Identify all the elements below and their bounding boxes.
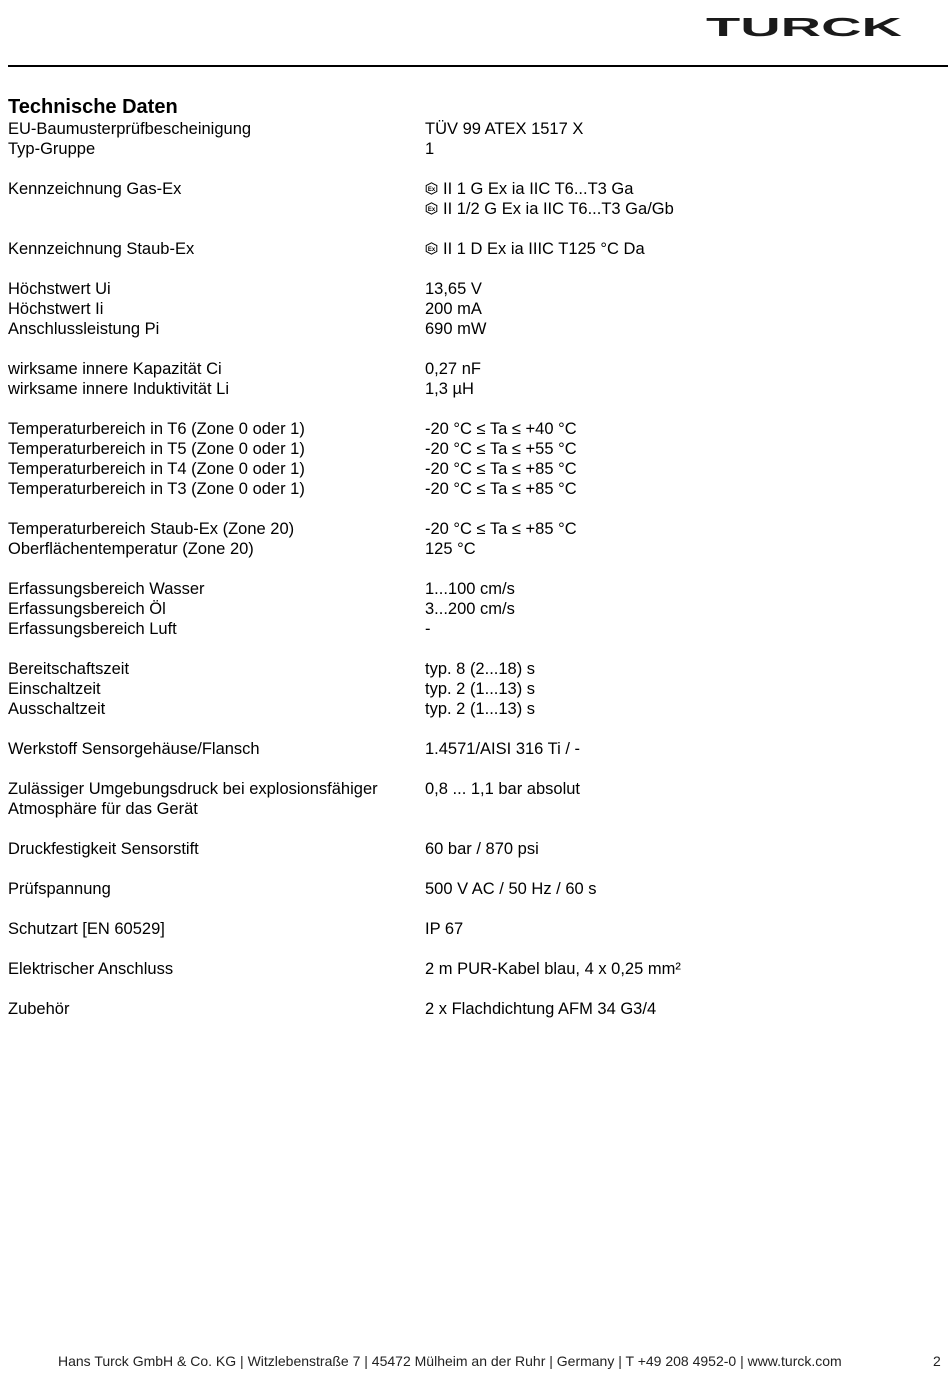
spec-label: Prüfspannung	[8, 880, 111, 898]
ex-marking-icon	[425, 202, 438, 215]
spec-values	[425, 579, 938, 599]
spec-values	[425, 139, 938, 159]
spec-row	[8, 119, 938, 139]
spec-row	[8, 579, 938, 599]
spec-label: Einschaltzeit	[8, 680, 101, 698]
spec-label: Schutzart [EN 60529]	[8, 920, 165, 938]
spec-values	[425, 479, 938, 499]
svg-text:Ex: Ex	[427, 206, 436, 213]
spec-row	[8, 479, 938, 499]
spec-values	[425, 999, 938, 1019]
spec-label: Höchstwert Ui	[8, 280, 111, 298]
spec-value	[425, 119, 938, 139]
spec-value-text: 125 °C	[425, 540, 476, 558]
spec-value-text: 1...100 cm/s	[425, 580, 515, 598]
turck-logo	[704, 14, 904, 40]
spec-value-text: -20 °C ≤ Ta ≤ +85 °C	[425, 460, 577, 478]
spec-label: Erfassungsbereich Öl	[8, 600, 166, 618]
spec-row	[8, 359, 938, 379]
spec-label: Temperaturbereich in T4 (Zone 0 oder 1)	[8, 460, 305, 478]
spec-row	[8, 539, 938, 559]
logo-text: TURCK	[706, 14, 903, 40]
spec-values	[425, 679, 938, 699]
spec-row	[8, 439, 938, 459]
spec-value	[425, 299, 938, 319]
spec-label: wirksame innere Induktivität Li	[8, 380, 230, 398]
spec-row	[8, 619, 938, 639]
spec-value-text: 0,8 ... 1,1 bar absolut	[425, 780, 581, 798]
spec-values	[425, 419, 938, 439]
spec-value	[425, 999, 938, 1019]
spec-value	[425, 879, 938, 899]
spec-value	[425, 519, 938, 539]
spec-value	[425, 379, 938, 399]
spec-row	[8, 379, 938, 399]
spec-value	[425, 779, 938, 799]
spec-value	[425, 139, 938, 159]
spec-values	[425, 279, 938, 299]
spec-row	[8, 519, 938, 539]
spec-row	[8, 599, 938, 619]
spec-value-text: 60 bar / 870 psi	[425, 840, 539, 858]
spec-value-text: 690 mW	[425, 320, 487, 338]
spec-value-text: -20 °C ≤ Ta ≤ +85 °C	[425, 520, 577, 538]
spec-values	[425, 299, 938, 319]
footer-address: Hans Turck GmbH & Co. KG | Witzlebenstraße 7 | 45472 Mülheim an der Ruhr | Germany | T +49 208 4952-0 | www.turck.com	[58, 1353, 842, 1369]
spec-values	[425, 379, 938, 399]
spec-value	[425, 439, 938, 459]
spec-label: Temperaturbereich Staub-Ex (Zone 20)	[8, 520, 295, 538]
spec-value	[425, 739, 938, 759]
spec-value-text: 2 x Flachdichtung AFM 34 G3/4	[425, 1000, 657, 1018]
header-divider	[8, 65, 948, 67]
spec-value-text: 0,27 nF	[425, 360, 481, 378]
spec-value-text: -	[425, 620, 431, 638]
spec-values	[425, 599, 938, 619]
spec-value-text: II 1/2 G Ex ia IIC T6...T3 Ga/Gb	[443, 200, 674, 218]
spec-value	[425, 919, 938, 939]
spec-value-text: typ. 2 (1...13) s	[425, 680, 536, 698]
page-title: Technische Daten	[8, 96, 178, 118]
spec-label: Ausschaltzeit	[8, 700, 106, 718]
spec-value	[425, 359, 938, 379]
spec-row	[8, 699, 938, 719]
footer	[0, 1351, 950, 1371]
spec-value-text: 1	[425, 140, 435, 158]
spec-row	[8, 239, 938, 259]
spec-value-text: TÜV 99 ATEX 1517 X	[425, 120, 584, 138]
spec-label: Kennzeichnung Gas-Ex	[8, 180, 182, 198]
spec-row	[8, 779, 938, 819]
spec-value-text: 1,3 µH	[425, 380, 474, 398]
spec-value	[425, 239, 938, 259]
spec-label: Erfassungsbereich Wasser	[8, 580, 205, 598]
spec-label: Typ-Gruppe	[8, 140, 96, 158]
spec-values	[425, 359, 938, 379]
spec-label: EU-Baumusterprüfbescheinigung	[8, 120, 252, 138]
spec-value-text: 1.4571/AISI 316 Ti / -	[425, 740, 581, 758]
spec-value-text: 500 V AC / 50 Hz / 60 s	[425, 880, 597, 898]
spec-values	[425, 879, 938, 899]
spec-values	[425, 119, 938, 139]
spec-label: Anschlussleistung Pi	[8, 320, 160, 338]
spec-values	[425, 959, 938, 979]
svg-text:Ex: Ex	[427, 186, 436, 193]
spec-value-text: -20 °C ≤ Ta ≤ +85 °C	[425, 480, 577, 498]
spec-label: Zulässiger Umgebungsdruck bei explosionsfähiger Atmosphäre für das Gerät	[8, 780, 378, 818]
spec-values	[425, 319, 938, 339]
spec-value	[425, 619, 938, 639]
spec-label: Druckfestigkeit Sensorstift	[8, 840, 199, 858]
spec-label: Elektrischer Anschluss	[8, 960, 174, 978]
spec-row	[8, 279, 938, 299]
spec-value	[425, 459, 938, 479]
spec-values	[425, 919, 938, 939]
spec-row	[8, 319, 938, 339]
page-number: 2	[933, 1353, 941, 1369]
spec-value-text: typ. 2 (1...13) s	[425, 700, 536, 718]
spec-label: Oberflächentemperatur (Zone 20)	[8, 540, 254, 558]
spec-value	[425, 419, 938, 439]
spec-row	[8, 659, 938, 679]
spec-label: Kennzeichnung Staub-Ex	[8, 240, 195, 258]
spec-value-text: 2 m PUR-Kabel blau, 4 x 0,25 mm²	[425, 960, 681, 978]
spec-value	[425, 319, 938, 339]
spec-values	[425, 179, 938, 219]
spec-value	[425, 199, 938, 219]
spec-values	[425, 839, 938, 859]
spec-value-text: -20 °C ≤ Ta ≤ +40 °C	[425, 420, 577, 438]
spec-value-text: IP 67	[425, 920, 464, 938]
spec-row	[8, 959, 938, 979]
spec-value	[425, 179, 938, 199]
spec-label: Temperaturbereich in T5 (Zone 0 oder 1)	[8, 440, 305, 458]
spec-value	[425, 479, 938, 499]
spec-value	[425, 839, 938, 859]
spec-label: Werkstoff Sensorgehäuse/Flansch	[8, 740, 260, 758]
spec-value-text: 3...200 cm/s	[425, 600, 515, 618]
spec-value-text: 200 mA	[425, 300, 482, 318]
spec-label: wirksame innere Kapazität Ci	[8, 360, 222, 378]
spec-label: Erfassungsbereich Luft	[8, 620, 177, 638]
spec-label: Bereitschaftszeit	[8, 660, 130, 678]
spec-row	[8, 999, 938, 1019]
spec-row	[8, 459, 938, 479]
spec-value-text: 13,65 V	[425, 280, 482, 298]
spec-value	[425, 279, 938, 299]
spec-values	[425, 739, 938, 759]
spec-label: Temperaturbereich in T6 (Zone 0 oder 1)	[8, 420, 305, 438]
spec-table	[8, 119, 938, 1019]
spec-values	[425, 619, 938, 639]
spec-row	[8, 919, 938, 939]
spec-value-text: -20 °C ≤ Ta ≤ +55 °C	[425, 440, 577, 458]
spec-value-text: II 1 G Ex ia IIC T6...T3 Ga	[443, 180, 634, 198]
spec-row	[8, 139, 938, 159]
spec-value-text: typ. 8 (2...18) s	[425, 660, 536, 678]
spec-values	[425, 239, 938, 259]
spec-value	[425, 599, 938, 619]
spec-row	[8, 839, 938, 859]
spec-values	[425, 779, 938, 819]
spec-row	[8, 299, 938, 319]
spec-value	[425, 659, 938, 679]
spec-value-text: II 1 D Ex ia IIIC T125 °C Da	[443, 240, 645, 258]
spec-value	[425, 579, 938, 599]
spec-values	[425, 699, 938, 719]
spec-row	[8, 739, 938, 759]
ex-marking-icon	[425, 182, 438, 195]
spec-label: Temperaturbereich in T3 (Zone 0 oder 1)	[8, 480, 305, 498]
spec-row	[8, 879, 938, 899]
spec-values	[425, 459, 938, 479]
spec-values	[425, 439, 938, 459]
ex-marking-icon	[425, 242, 438, 255]
spec-label: Zubehör	[8, 1000, 70, 1018]
spec-value	[425, 539, 938, 559]
spec-row	[8, 179, 938, 219]
spec-values	[425, 519, 938, 539]
spec-value	[425, 699, 938, 719]
spec-value	[425, 679, 938, 699]
spec-values	[425, 539, 938, 559]
spec-row	[8, 419, 938, 439]
spec-row	[8, 679, 938, 699]
spec-label: Höchstwert Ii	[8, 300, 104, 318]
svg-text:Ex: Ex	[427, 246, 436, 253]
spec-value	[425, 959, 938, 979]
spec-values	[425, 659, 938, 679]
